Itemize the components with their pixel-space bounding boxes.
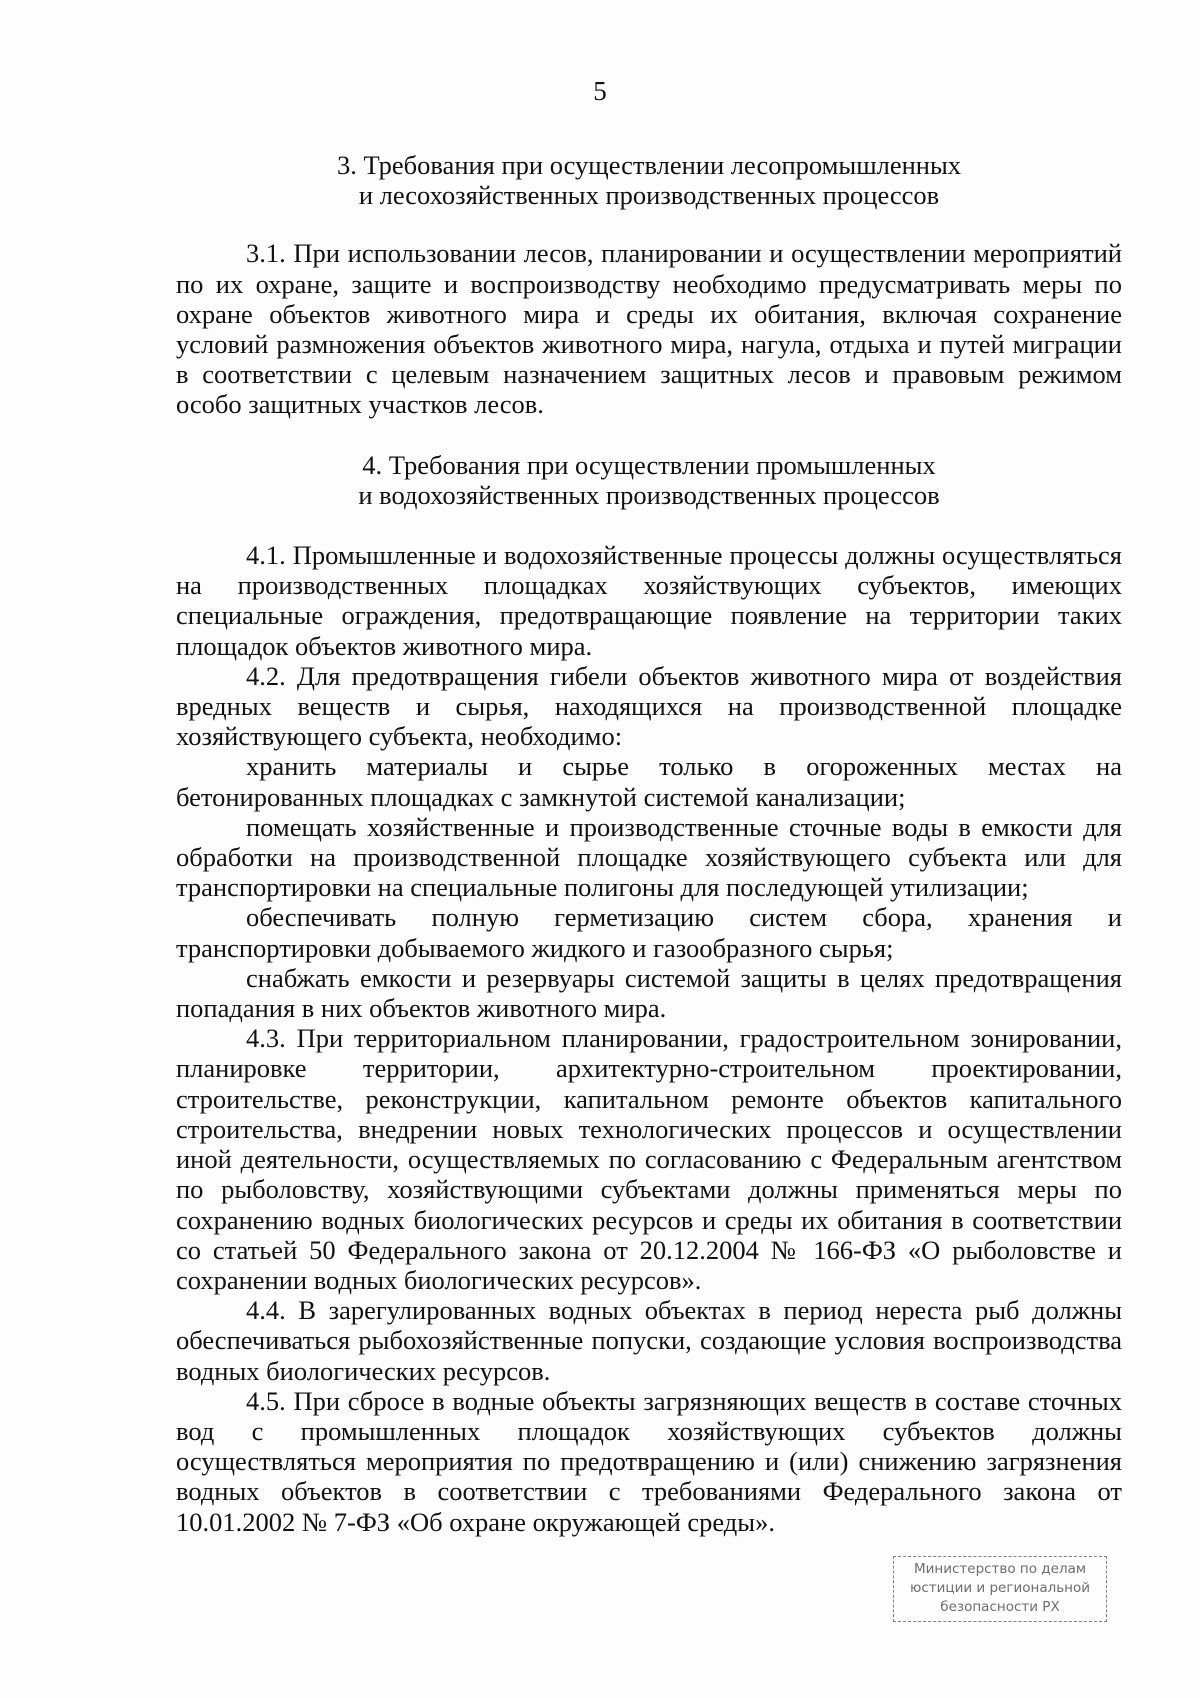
paragraph-3-1: 3.1. При использовании лесов, планировании и осуществлении мероприятий по их охране, защите и воспроизводству необходимо предусматривать меры по охране объектов животного мира и среды их обитания, включая сохранение условий размножения объектов животного мира, нагула, отдыха и путей миграции в соответствии с целевым назначением защитных лесов и правовым режимом особо защитных участков лесов. <box>176 238 1122 420</box>
section-4-heading-line-1: 4. Требования при осуществлении промышленных <box>362 449 936 480</box>
paragraph-4-2: 4.2. Для предотвращения гибели объектов животного мира от воздействия вредных веществ и сырья, находящихся на производственной площадке хозяйствующего субъекта, необходимо: <box>176 660 1122 752</box>
section-4-heading <box>176 450 1122 510</box>
stamp-line-2: юстиции и региональной <box>909 1580 1091 1596</box>
document-body <box>176 150 1122 1537</box>
paragraph-4-3: 4.3. При территориальном планировании, градостроительном зонировании, планировке территории, архитектурно-строительном проектировании, строительстве, реконструкции, капитальном ремонте объектов капитального строительства, внедрении новых технологических процессов и осуществлении иной деятельности, осуществляемых по согласованию с Федеральным агентством по рыболовству, хозяйствующими субъектами должны применяться меры по сохранению водных биологических ресурсов и среды их обитания в соответствии со статьей 50 Федерального закона от 20.12.2004 № 166-ФЗ «О рыболовстве и сохранении водных биологических ресурсов». <box>176 1023 1122 1295</box>
stamp-line-3: безопасности РХ <box>940 1599 1060 1615</box>
page-number: 5 <box>593 76 607 106</box>
section-4-heading-line-2: и водохозяйственных производственных процессов <box>358 479 940 510</box>
registration-stamp <box>893 1556 1107 1622</box>
paragraph-4-5: 4.5. При сбросе в водные объекты загрязняющих веществ в составе сточных вод с промышленных площадок хозяйствующих субъектов должны осуществляться мероприятия по предотвращению и (или) снижению загрязнения водных объектов в соответствии с требованиями Федерального закона от 10.01.2002 № 7-ФЗ «Об охране окружающей среды». <box>176 1385 1122 1537</box>
paragraph-4-1: 4.1. Промышленные и водохозяйственные процессы должны осуществляться на производственных площадках хозяйствующих субъектов, имеющих специальные ограждения, предотвращающие появление на территории таких площадок объектов животного мира. <box>176 540 1122 661</box>
section-3-heading-line-2: и лесохозяйственных производственных процессов <box>358 180 940 211</box>
list-item-protection-systems: снабжать емкости и резервуары системой защиты в целях предотвращения попадания в них объектов животного мира. <box>176 962 1122 1024</box>
section-3-heading <box>176 150 1122 210</box>
paragraph-4-4: 4.4. В зарегулированных водных объектах в период нереста рыб должны обеспечиваться рыбохозяйственные попуски, создающие условия воспроизводства водных биологических ресурсов. <box>176 1295 1122 1386</box>
list-item-sealing: обеспечивать полную герметизацию систем сбора, хранения и транспортировки добываемого жидкого и газообразного сырья; <box>176 902 1122 963</box>
section-3-heading-line-1: 3. Требования при осуществлении лесопромышленных <box>336 150 962 180</box>
list-item-wastewater: помещать хозяйственные и производственные сточные воды в емкости для обработки на производственной площадке хозяйствующего субъекта или для транспортировки на специальные полигоны для последующей утилизации; <box>176 811 1122 903</box>
list-item-store-materials: хранить материалы и сырье только в огороженных местах на бетонированных площадках с замкнутой системой канализации; <box>176 751 1122 812</box>
stamp-line-1: Министерство по делам <box>913 1561 1087 1577</box>
